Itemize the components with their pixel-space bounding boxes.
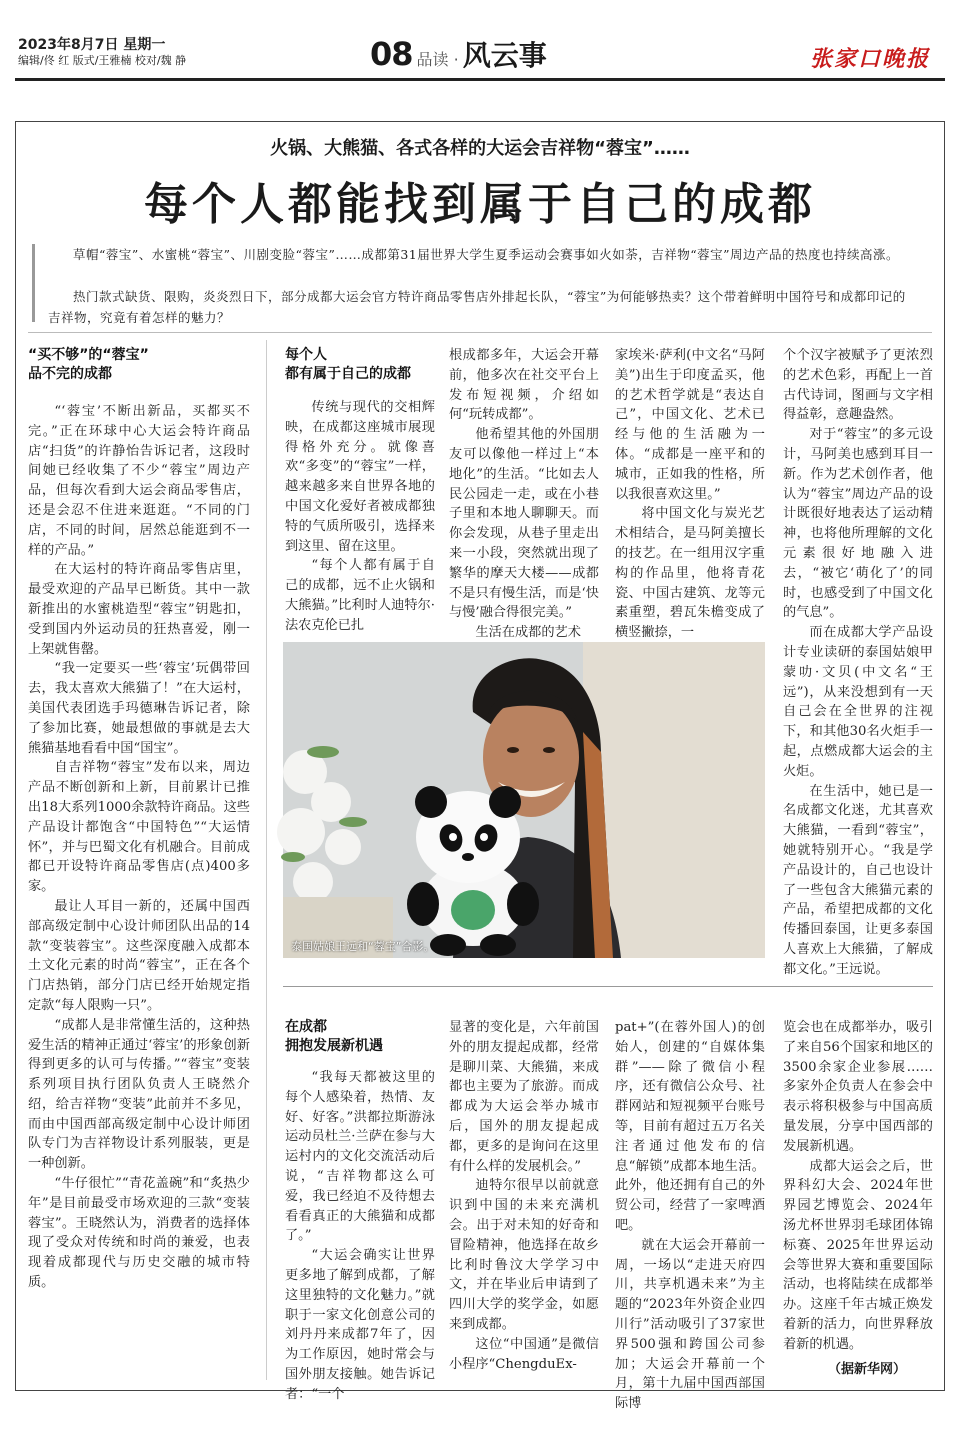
paragraph: 自吉祥物“蓉宝”发布以来，周边产品不断创新和上新，目前累计已推出18大系列1000余款特许商品。这些产品设计都饱含“中国特色”“大运情怀”，并与巴蜀文化有机融合。目前成都已开设特许商品零售店(点)400多家。	[28, 760, 250, 895]
paragraph: 在大运村的特许商品零售店里，最受欢迎的产品早已断货。其中一款新推出的水蜜桃造型“蓉宝”钥匙扣，受到国内外运动员的狂热喜爱，刚一上架就售罄。	[28, 562, 250, 657]
section-2-heading: 每个人 都有属于自己的成都	[285, 347, 411, 382]
column-divider	[266, 340, 267, 1380]
paragraph: “成都人是非常懂生活的，这种热爱生活的精神正通过‘蓉宝’的形象创新得到更多的认可与传播。”“蓉宝”变装系列项目执行团队负责人王晓然介绍，给吉祥物“变装”此前并不多见，而由中国西部高级定制中心设计师团队专门为吉祥物设计系列服装，更是一种创新。	[28, 1017, 250, 1172]
lead-para-2: 热门款式缺货、限购，炎炎烈日下，部分成都大运会官方特许商品零售店外排起长队，“蓉宝”为何能够热卖？这个带着鲜明中国符号和成都印记的吉祥物，究竟有着怎样的魅力？	[48, 289, 906, 325]
photo-illustration	[283, 642, 765, 958]
paragraph: “大运会确实让世界更多地了解到成都，了解这里独特的文化魅力。”就职于一家文化创意公司的刘丹丹来成都7年了，因为工作原因，她时常会与国外朋友接触。她告诉记者：“一个	[285, 1248, 435, 1402]
news-source: （据新华网）	[828, 1362, 907, 1377]
paragraph: 将中国文化与炭光艺术相结合，是马阿美擅长的技艺。在一组用汉字重构的作品里，他将青花瓷、中国古建筑、龙等元素重塑，碧瓦朱檐变成了横竖撇捺，一	[615, 506, 765, 641]
paragraph: 他希望其他的外国朋友可以像他一样过上“本地化”的生活。“比如去人民公园走一走，或在小巷子里和本地人聊聊天。而你会发现，从巷子里走出来一小段，突然就出现了繁华的摩天大楼——成都不是只有慢生活，而是‘快与慢’融合得很完美。”	[449, 427, 599, 621]
paragraph: 生活在成都的艺术	[475, 625, 581, 641]
paragraph: 根成都多年，大运会开幕前，他多次在社交平台上发布短视频，介绍如何“玩转成都”。	[449, 348, 599, 423]
lead-rule	[28, 332, 932, 333]
section-3-col-2	[449, 1018, 599, 1380]
section-2-col-4	[783, 346, 933, 977]
paragraph: 家埃米·萨利(中文名“马阿美”)出生于印度孟买，他的艺术哲学就是“表达自己”，中国文化、艺术已经与他的生活融为一体。“成都是一座平和的城市，正如我的性格，所以我很喜欢这里。”	[615, 348, 765, 502]
section-1-heading: “买不够”的“蓉宝” 品不完的成都	[28, 347, 149, 382]
section-3-col-4	[783, 1018, 933, 1354]
paragraph: 对于“蓉宝”的多元设计，马阿美也感到耳目一新。作为艺术创作者，他认为“蓉宝”周边产品的设计既很好地表达了运动精神，也将他所理解的文化元素很好地融入进去，“被它‘萌化了’的同时，也感受到了中国文化的气息”。	[783, 427, 933, 621]
paragraph: 最让人耳目一新的，还属中国西部高级定制中心设计师团队出品的14款“变装蓉宝”。这些深度融入成都本土文化元素的时尚“蓉宝”，正在各个门店热销，部分门店已经开始规定指定款“每人限购一只”。	[28, 898, 250, 1013]
paragraph: 而在成都大学产品设计专业读研的泰国姑娘甲蒙叻·文贝(中文名“王远”)，从来没想到有一天自己会在全世界的注视下，和其他30名火炬手一起，点燃成都大运会的主火炬。	[783, 625, 933, 779]
section-2-col-1	[285, 398, 435, 634]
date-line	[18, 36, 258, 68]
section-1-body	[28, 402, 250, 1377]
section-name: 风云事	[462, 39, 547, 72]
paragraph: 传统与现代的交相辉映，在成都这座城市展现得格外充分。就像喜欢“多变”的“蓉宝”一样，越来越多来自世界各地的中国文化爱好者被成都独特的气质所吸引，选择来到这里、留在这里。	[285, 400, 435, 554]
photo-caption: 泰国姑娘王远和“蓉宝”合影。	[291, 940, 435, 953]
paragraph: “‘蓉宝’不断出新品，买都买不完。”正在环球中心大运会特许商品店“扫货”的许静怡告诉记者，这段时间她已经收集了不少“蓉宝”周边产品，但每次看到大运会商品零售店，还是会忍不住进来逛逛。“不同的门店，不同的时间，居然总能逛到不一样的产品。”	[28, 404, 250, 558]
paragraph: “牛仔很忙”“青花盖碗”和“炙热少年”是目前最受市场欢迎的三款“变装蓉宝”。王晓然认为，消费者的选择体现了受众对传统和时尚的兼爱，也表现着成都现代与历史交融的城市特质。	[28, 1176, 250, 1291]
issue-date: 2023年8月7日 星期一	[18, 37, 166, 53]
masthead-rule	[15, 78, 945, 81]
paragraph: 迪特尔很早以前就意识到中国的未来充满机会。出于对未知的好奇和冒险精神，他选择在故乡比利时鲁汶大学学习中文，并在毕业后申请到了四川大学的奖学金，如愿来到成都。	[449, 1178, 599, 1332]
section-label: 品读 ·	[416, 50, 459, 69]
article-subtitle: 火锅、大熊猫、各式各样的大运会吉祥物“蓉宝”……	[270, 138, 690, 159]
article-title: 每个人都能找到属于自己的成都	[144, 179, 816, 230]
newspaper-logo: 张家口晚报	[810, 46, 931, 72]
editor-credits: 编辑/佟 红 版式/王雅楠 校对/魏 静	[18, 54, 187, 67]
paragraph: 就在大运会开幕前一周，一场以“走进天府四川，共享机遇未来”为主题的“2023年外资企业四川行”活动吸引了37家世界500强和跨国公司参加；大运会开幕前一个月，第十九届中国西部国际博	[615, 1237, 765, 1412]
page-section	[370, 34, 547, 74]
paragraph: 这位“中国通”是微信小程序“ChengduEx-	[449, 1336, 599, 1372]
paragraph: “我一定要买一些‘蓉宝’玩偶带回去，我太喜欢大熊猫了！”在大运村，美国代表团选手玛德琳告诉记者，除了参加比赛，她最想做的事就是去大熊猫基地看看中国“国宝”。	[28, 661, 250, 756]
section-rule	[283, 986, 933, 987]
paragraph: 个个汉字被赋予了更浓烈的艺术色彩，再配上一首古代诗词，图画与文字相得益彰，意趣盎然。	[783, 348, 933, 423]
section-3-col-3	[615, 1018, 765, 1412]
paragraph: “我每天都被这里的每个人感染着，热情、友好、好客。”洪都拉斯游泳运动员杜兰·兰萨在参与大运村内的文化交流活动后说，“吉祥物都这么可爱，我已经迫不及待想去看看真正的大熊猫和成都了。”	[285, 1070, 435, 1244]
paragraph: 显著的变化是，六年前国外的朋友提起成都，经常是聊川菜、大熊猫，来成都也主要为了旅游。而成都成为大运会举办城市后，国外的朋友提起成都，更多的是询问在这里有什么样的发展机会。”	[449, 1020, 599, 1174]
paragraph: 览会也在成都举办，吸引了来自56个国家和地区的3500余家企业参展……多家外企负责人在参会中表示将积极参与中国高质量发展，分享中国西部的发展新机遇。	[783, 1020, 933, 1154]
page-number: 08	[370, 35, 413, 73]
paragraph: “每个人都有属于自己的成都，远不止火锅和大熊猫。”比利时人迪特尔·法农克伦已扎	[285, 558, 435, 633]
photo-wang-yuan-with-rongbao	[283, 642, 765, 958]
lead-para-1: 草帽“蓉宝”、水蜜桃“蓉宝”、川剧变脸“蓉宝”……成都第31届世界大学生夏季运动会赛事如火如荼，吉祥物“蓉宝”周边产品的热度也持续高涨。	[73, 247, 900, 262]
section-2-col-3	[615, 346, 765, 641]
paragraph: 成都大运会之后，世界科幻大会、2024年世界园艺博览会、2024年汤尤杯世界羽毛球团体锦标赛、2025年世界运动会等世界大赛和重要国际活动，也将陆续在成都举办。这座千年古城正焕发着新的活力，向世界释放着新的机遇。	[783, 1158, 933, 1352]
paragraph: pat+”(在蓉外国人)的创始人，创建的“自媒体集群”——除了微信小程序，还有微信公众号、社群网站和短视频平台账号等，目前有超过五万名关注者通过他发布的信息“解锁”成都本地生活。此外，他还拥有自己的外贸公司，经营了一家啤酒吧。	[615, 1020, 765, 1233]
paragraph: 在生活中，她已是一名成都文化迷，尤其喜欢大熊猫，一看到“蓉宝”，她就特别开心。“我是学产品设计的，自己也设计了一些包含大熊猫元素的产品，希望把成都的文化传播回泰国，让更多泰国人喜欢上大熊猫，了解成都文化。”王远说。	[783, 783, 933, 977]
section-2-col-2	[449, 346, 599, 641]
section-3-heading: 在成都 拥抱发展新机遇	[285, 1019, 383, 1054]
lead-bar	[32, 244, 35, 322]
section-3-col-1	[285, 1068, 435, 1402]
